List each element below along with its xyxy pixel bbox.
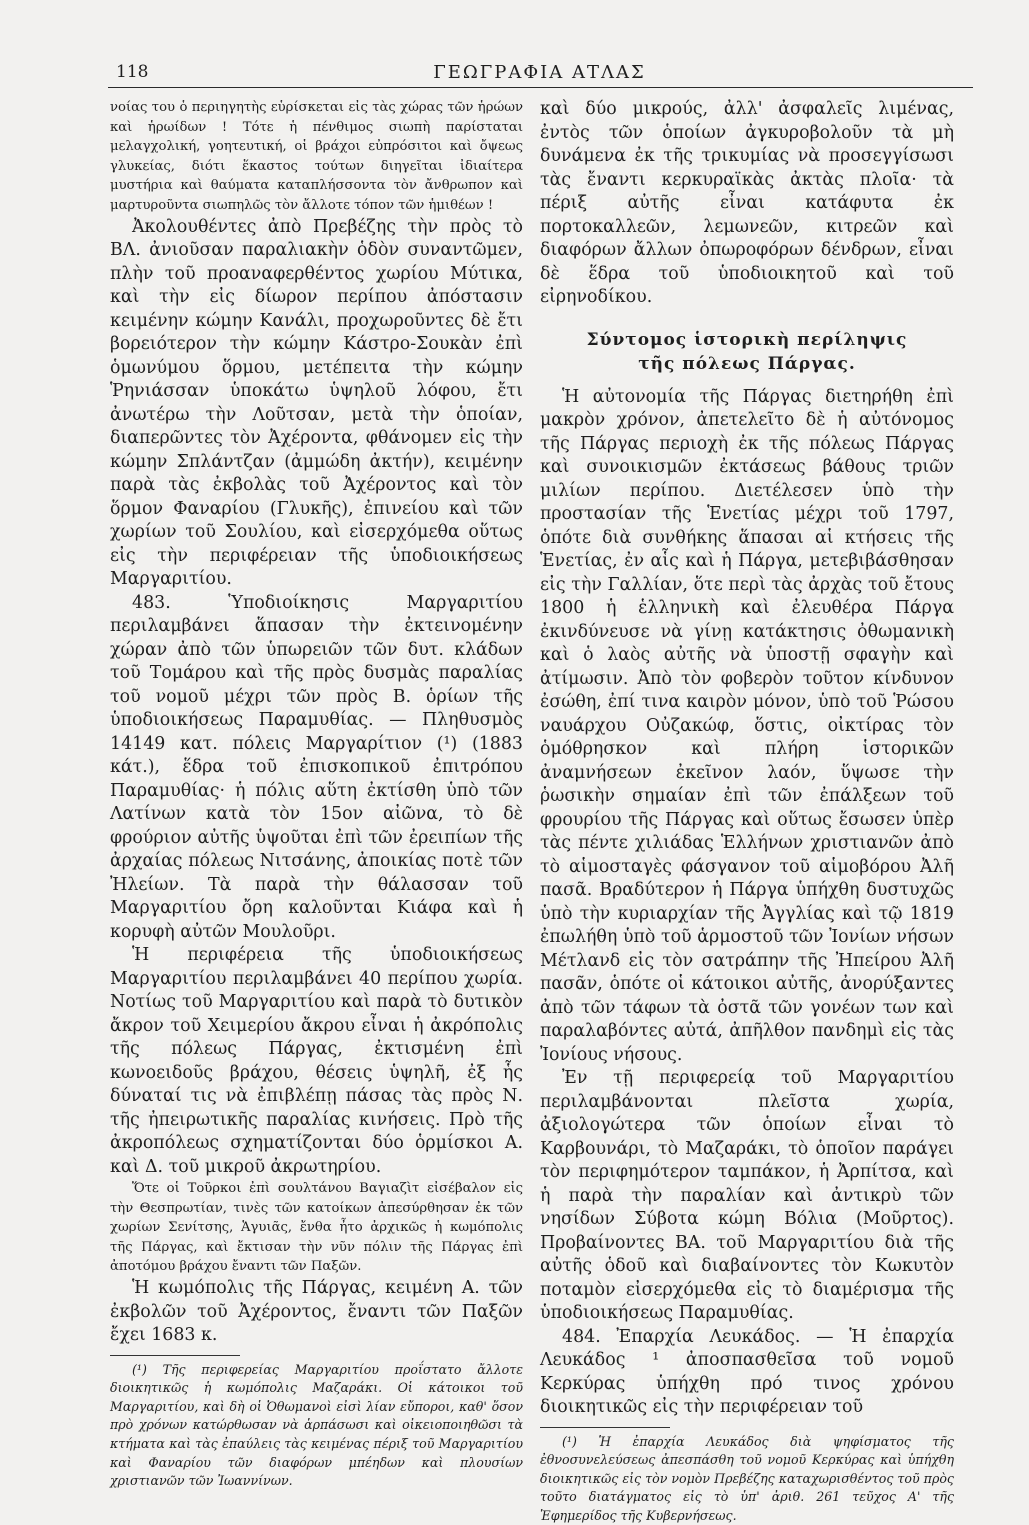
- paragraph: Ἡ περιφέρεια τῆς ὑποδιοικήσεως Μαργαριτίου περιλαμβάνει 40 περίπου χωρία. Νοτίως τοῦ Μαργαριτίου καὶ παρὰ τὸ δυτικὸν ἄκρον τοῦ Χειμερίου ἄκρου εἶναι ἡ ἀκρόπολις τῆς πόλεως Πάργας, ἐκτισμένη ἐπὶ κωνοειδοῦς βράχου, θέσεις ὑψηλῆ, ἐξ ἧς δύναταί τις νὰ ἐπιβλέπῃ πάσας τὰς πρὸς Ν. τῆς ἠπειρωτικῆς παραλίας κινήσεις. Πρὸ τῆς ἀκροπόλεως σχηματίζονται δύο ὁρμίσκοι Α. καὶ Δ. τοῦ μικροῦ ἀκρωτηρίου.: [110, 944, 523, 1179]
- header-rule: [108, 87, 973, 88]
- page-header: [110, 58, 969, 88]
- section-heading-line: Σύντομος ἱστορικὴ περίληψις: [540, 328, 954, 352]
- paragraph-483: 483. Ὑποδιοίκησις Μαργαριτίου περιλαμβάνει ἅπασαν τὴν ἐκτεινομένην χώραν ἀπὸ τῶν ὑπωρειῶν τῶν δυτ. κλάδων τοῦ Τομάρου καὶ τῆς πρὸς δυσμὰς παραλίας τοῦ νομοῦ μέχρι τῶν πρὸς Β. ὁρίων τῆς ὑποδιοικήσεως Παραμυθίας. — Πληθυσμὸς 14149 κατ. πόλεις Μαργαρίτιον (¹) (1883 κάτ.), ἕδρα τοῦ ἐπισκοπικοῦ ἐπιτρόπου Παραμυθίας· ἡ πόλις αὕτη ἐκτίσθη ὑπὸ τῶν Λατίνων κατὰ τὸν 15ον αἰῶνα, τὸ δὲ φρούριον αὐτῆς ὑψοῦται ἐπὶ τῶν ἐρειπίων τῆς ἀρχαίας πόλεως Νιτσάνης, ἀποικίας ποτὲ τῶν Ἠλείων. Τὰ παρὰ τὴν θάλασσαν τοῦ Μαργαριτίου ὄρη καλοῦνται Κιάφα καὶ ἡ κορυφὴ αὐτῶν Μουλοῦρι.: [110, 592, 523, 945]
- small-note: Ὅτε οἱ Τοῦρκοι ἐπὶ σουλτάνου Βαγιαζὶτ εἰσέβαλον εἰς τὴν Θεσπρωτίαν, τινὲς τῶν κατοίκων ἀπεσύρθησαν ἐκ τῶν χωρίων Σενίτσης, Ἁγυιᾶς, ἔνθα ἦτο ἀρχικῶς ἡ κωμόπολις τῆς Πάργας, καὶ ἔκτισαν τὴν νῦν πόλιν τῆς Πάργας ἐπὶ ἀποτόμου βράχου ἔναντι τῶν Παξῶν.: [110, 1179, 523, 1277]
- paragraph: Ἡ αὐτονομία τῆς Πάργας διετηρήθη ἐπὶ μακρὸν χρόνον, ἀπετελεῖτο δὲ ἡ αὐτόνομος τῆς Πάργας περιοχὴ ἐκ τῆς πόλεως Πάργας καὶ συνοικισμῶν ἐκτάσεως βάθους τριῶν μιλίων περίπου. Διετέλεσεν ὑπὸ τὴν προστασίαν τῆς Ἑνετίας μέχρι τοῦ 1797, ὁπότε διὰ συνθήκης ἅπασαι αἱ κτήσεις τῆς Ἑνετίας, ἐν αἷς καὶ ἡ Πάργα, μετεβιβάσθησαν εἰς τὴν Γαλλίαν, ὅτε περὶ τὰς ἀρχὰς τοῦ ἔτους 1800 ἡ ἑλληνικὴ καὶ ἐλευθέρα Πάργα ἐκινδύνευσε νὰ γίνῃ κατάκτησις ὀθωμανικὴ καὶ ὁ λαὸς αὐτῆς νὰ ὑποστῇ σφαγὴν καὶ ἀτίμωσιν. Ἀπὸ τὸν φοβερὸν τοῦτον κίνδυνον ἐσώθη, ἐπί τινα καιρὸν μόνον, ὑπὸ τοῦ Ῥώσου ναυάρχου Οὐζακώφ, ὅστις, οἰκτίρας τὸν ὁμόθρησκον καὶ πλήρη ἱστορικῶν ἀναμνήσεων ἐκεῖνον λαόν, ὕψωσε τὴν ῥωσικὴν σημαίαν ἐπὶ τῶν ἐπάλξεων τοῦ φρουρίου τῆς Πάργας καὶ οὕτως ἔσωσεν ὑπὲρ τὰς πέντε χιλιάδας Ἑλλήνων χριστιανῶν ἀπὸ τὸ αἱμοσταγὲς φάσγανον τοῦ αἱμοβόρου Ἀλῆ πασᾶ. Βραδύτερον ἡ Πάργα ὑπήχθη δυστυχῶς ὑπὸ τὴν κυριαρχίαν τῆς Ἀγγλίας καὶ τῷ 1819 ἐπωλήθη ὑπὸ τοῦ ἁρμοστοῦ τῶν Ἰονίων νήσων Μέτλανδ εἰς τὸν σατράπην τῆς Ἠπείρου Ἀλῆ πασᾶν, ὁπότε οἱ κάτοικοι αὐτῆς, ἀνορύξαντες ἀπὸ τῶν τάφων τὰ ὀστᾶ τῶν γονέων των καὶ παραλαβόντες αὐτά, ἀπῆλθον πανδημὶ εἰς τὰς Ἰονίους νήσους.: [540, 386, 954, 1068]
- paragraph: καὶ δύο μικρούς, ἀλλ' ἀσφαλεῖς λιμένας, ἐντὸς τῶν ὁποίων ἀγκυροβολοῦν τὰ μὴ δυνάμενα ἐκ τῆς τρικυμίας νὰ προσεγγίσωσι τὰς ἔναντι κερκυραϊκὰς ἀκτὰς πλοῖα· τὰ πέριξ αὐτῆς εἶναι κατάφυτα ἐκ πορτοκαλλεῶν, λεμωνεῶν, κιτρεῶν καὶ διαφόρων ἄλλων ὀπωροφόρων δένδρων, εἶναι δὲ ἕδρα τοῦ ὑποδιοικητοῦ καὶ τοῦ εἰρηνοδίκου.: [540, 98, 954, 310]
- intro-small-text: νοίας του ὁ περιηγητὴς εὑρίσκεται εἰς τὰς χώρας τῶν ἡρώων καὶ ἡρωίδων ! Τότε ἡ πένθιμος σιωπὴ παρίσταται μελαγχολική, γοητευτική, οἱ βράχοι εὐπρόσιτοι καὶ ὄψεως γλυκείας, διότι ἕκαστος τούτων διηγεῖται ἰδιαίτερα μυστήρια καὶ θαύματα καταπλήσσοντα τὸν ἄνθρωπον καὶ μαρτυροῦντα σιωπηλῶς τὸν ἄλλοτε τόπον τῶν ἡμιθέων !: [110, 98, 523, 216]
- left-column: [110, 98, 523, 1491]
- footnote: (¹) Ἡ ἐπαρχία Λευκάδος διὰ ψηφίσματος τῆς ἐθνοσυνελεύσεως ἀπεσπάσθη τοῦ νομοῦ Κερκύρας καὶ ὑπήχθη διοικητικῶς εἰς τὸν νομὸν Πρεβέζης καταχωρισθέντος τοῦ πρὸς τοῦτο διατάγματος εἰς τὸ ὑπ' ἀριθ. 261 τεῦχος Α' τῆς Ἐφημερίδος τῆς Κυβερνήσεως.: [540, 1433, 954, 1525]
- footnote-rule: [110, 1355, 240, 1356]
- section-heading: [540, 328, 954, 376]
- right-column: [540, 98, 954, 1525]
- paragraph: Ἀκολουθέντες ἀπὸ Πρεβέζης τὴν πρὸς τὸ ΒΛ. ἀνιοῦσαν παραλιακὴν ὁδὸν συναντῶμεν, πλὴν τοῦ προαναφερθέντος χωρίου Μύτικα, καὶ τὴν εἰς δίωρον περίπου ἀπόστασιν κειμένην κώμην Κανάλι, προχωροῦντες δὲ ἔτι βορειότερον τὴν κώμην Κάστρο-Σουκὰν ἐπὶ ὁμωνύμου ὅρμου, μετέπειτα τὴν κώμην Ῥηνιάσσαν ὑποκάτω ὑψηλοῦ λόφου, ἔτι ἀνωτέρω τὴν Λοῦτσαν, μετὰ τὴν ὁποίαν, διαπερῶντες τὸν Ἀχέροντα, φθάνομεν εἰς τὴν κώμην Σπλάντζαν (ἀμμώδη ἀκτήν), κειμένην παρὰ τὰς ἐκβολὰς τοῦ Ἀχέροντος καὶ τὸν ὅρμον Φαναρίου (Γλυκῆς), ἐπινείου καὶ τῶν χωρίων τοῦ Σουλίου, καὶ εἰσερχόμεθα οὕτως εἰς τὴν περιφέρειαν τῆς ὑποδιοικήσεως Μαργαριτίου.: [110, 216, 523, 592]
- paragraph: Ἡ κωμόπολις τῆς Πάργας, κειμένη Α. τῶν ἐκβολῶν τοῦ Ἀχέροντος, ἔναντι τῶν Παξῶν ἔχει 1683 κ.: [110, 1277, 523, 1348]
- section-heading-line: τῆς πόλεως Πάργας.: [540, 352, 954, 376]
- paragraph-484: 484. Ἐπαρχία Λευκάδος. — Ἡ ἐπαρχία Λευκάδος ¹ ἀποσπασθεῖσα τοῦ νομοῦ Κερκύρας ὑπήχθη πρό τινος χρόνου διοικητικῶς εἰς τὴν περιφέρειαν τοῦ: [540, 1326, 954, 1420]
- paragraph: Ἐν τῇ περιφερείᾳ τοῦ Μαργαριτίου περιλαμβάνονται πλεῖστα χωρία, ἀξιολογώτερα τῶν ὁποίων εἶναι τὸ Καρβουνάρι, τὸ Μαζαράκι, τὸ ὁποῖον παράγει τὸν περιφημότερον ταμπάκον, ἡ Ἀρπίτσα, καὶ ἡ παρὰ τὴν παραλίαν καὶ ἀντικρὺ τῶν νησίδων Σύβοτα κώμη Βόλια (Μοῦρτος). Προβαίνοντες ΒΑ. τοῦ Μαργαριτίου διὰ τῆς αὐτῆς ὁδοῦ καὶ διαβαίνοντες τὸν Κωκυτὸν ποταμὸν εἰσερχόμεθα εἰς τὸ διαμέρισμα τῆς ὑποδιοικήσεως Παραμυθίας.: [540, 1067, 954, 1326]
- footnote-rule: [540, 1427, 670, 1428]
- page-number: 118: [116, 62, 148, 82]
- footnote: (¹) Τῆς περιφερείας Μαργαριτίου προΐστατο ἄλλοτε διοικητικῶς ἡ κωμόπολις Μαζαράκι. Οἱ κάτοικοι τοῦ Μαργαριτίου, καὶ δὴ οἱ Ὀθωμανοὶ εἰσὶ λίαν εὔποροι, καθ' ὅσον πρὸ χρόνων κατώρθωσαν νὰ ἁρπάσωσι καὶ οἰκειοποιηθῶσι τὰ κτήματα καὶ τὰς ἐπαύλεις τὰς κειμένας πέριξ τοῦ Μαργαριτίου καὶ Φαναρίου τῶν διαφόρων μπέηδων καὶ πλουσίων χριστιανῶν τῶν Ἰωαννίνων.: [110, 1361, 523, 1491]
- running-title: ΓΕΩΓΡΑΦΙΑ ΑΤΛΑΣ: [110, 62, 969, 83]
